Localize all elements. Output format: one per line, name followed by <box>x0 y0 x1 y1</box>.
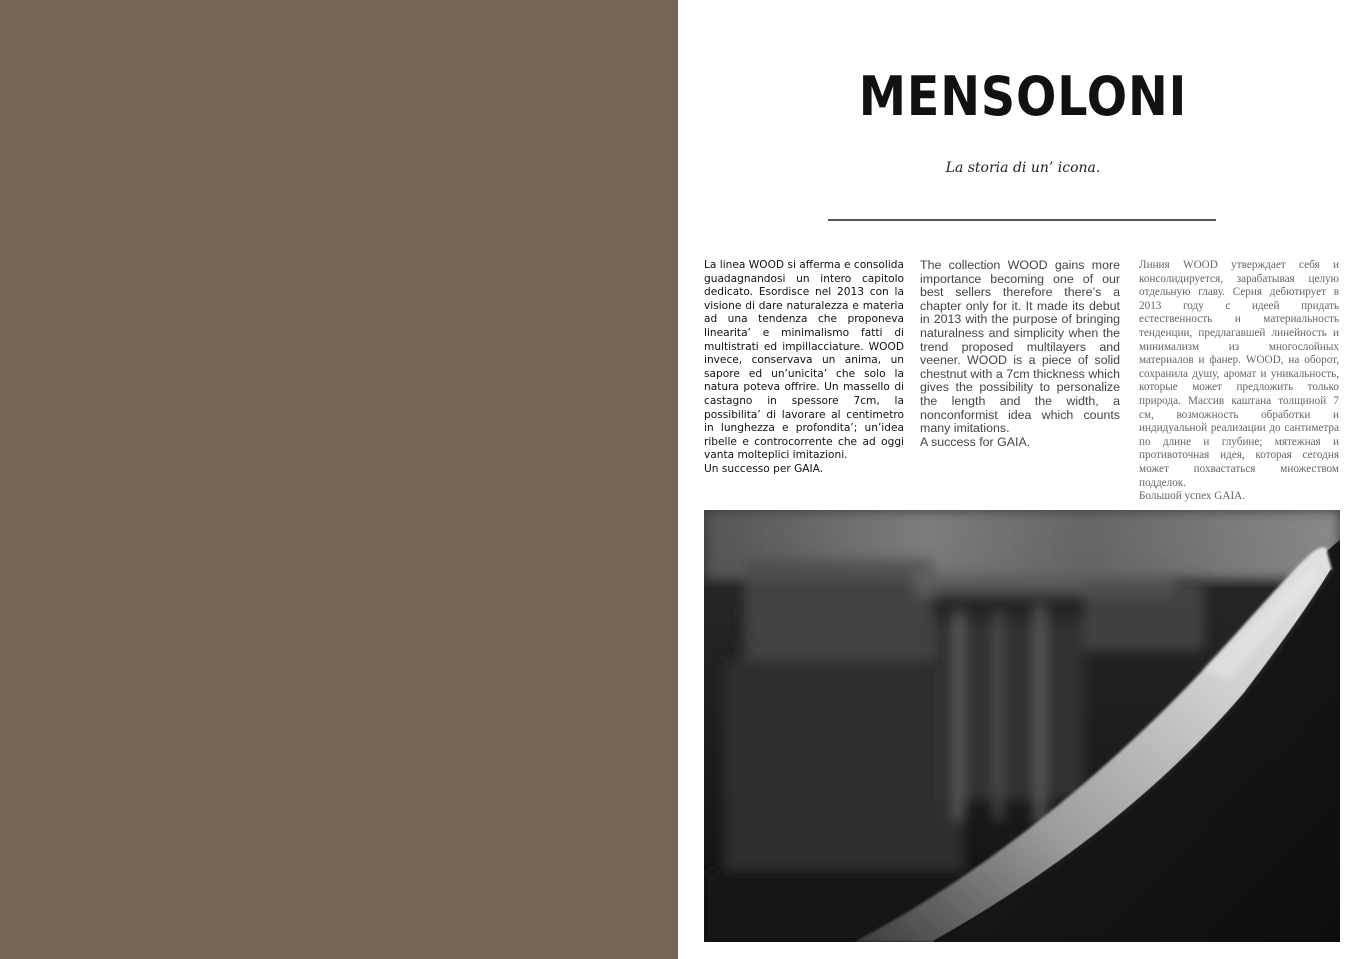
russian-body: Линия WOOD утверждает себя и консолидируется, зарабатывая целую отдельную главу. Серия дебютирует в 2013 году с идеей придать естественность и материальность тенденции, предлагавшей линейность и минимализм из многослойных материалов и фанер. WOOD, на оборот, сохранила душу, аромат и уникальность, которые может предложить только природа. Массив каштана толщиной 7 см, возможность обработки и индидуальной реализации до сантиметра по длине и глубине; мятежная и противоточная идея, которая сегодня может похвастаться множеством подделок. <box>1139 259 1339 489</box>
wood-shelf-photo-image <box>704 510 1340 942</box>
text-column-italian <box>704 259 904 477</box>
italian-body: La linea WOOD si afferma e consolida guadagnandosi un intero capitolo dedicato. Esordisce nel 2013 con la visione di dare naturalezza e materia ad una tendenza che proponeva linearita’ e minimalismo fatti di multistrati ed impillacciature. WOOD invece, conservava un anima, un sapore ed un’unicita’ che solo la natura poteva offrire. Un massello di castagno in spessore 7cm, la possibilita’ di lavorare al centimetro in lunghezza e profondita’; un’idea ribelle e controcorrente che ad oggi vanta molteplici imitazioni. <box>704 259 904 462</box>
text-column-english <box>920 259 1120 449</box>
right-page <box>678 0 1356 959</box>
divider-rule <box>828 219 1216 221</box>
text-column-russian <box>1139 259 1339 504</box>
english-body: The collection WOOD gains more importance becoming one of our best sellers therefore there’s a chapter only for it. It made its debut in 2013 with the purpose of bringing naturalness and simplicity when the trend proposed multilayers and veener. WOOD is a piece of solid chestnut with a 7cm thickness which gives the possibility to personalize the length and the width, a nonconformist idea which counts many imitations. <box>920 258 1120 436</box>
italian-closing: Un successo per GAIA. <box>704 462 824 475</box>
russian-closing: Большой успех GAIA. <box>1139 490 1246 503</box>
page-title: MENSOLONI <box>858 65 1188 128</box>
page-subtitle: La storia di un’ icona. <box>945 160 1101 176</box>
wood-shelf-photo <box>704 510 1340 942</box>
english-closing: A success for GAIA. <box>920 434 1031 449</box>
